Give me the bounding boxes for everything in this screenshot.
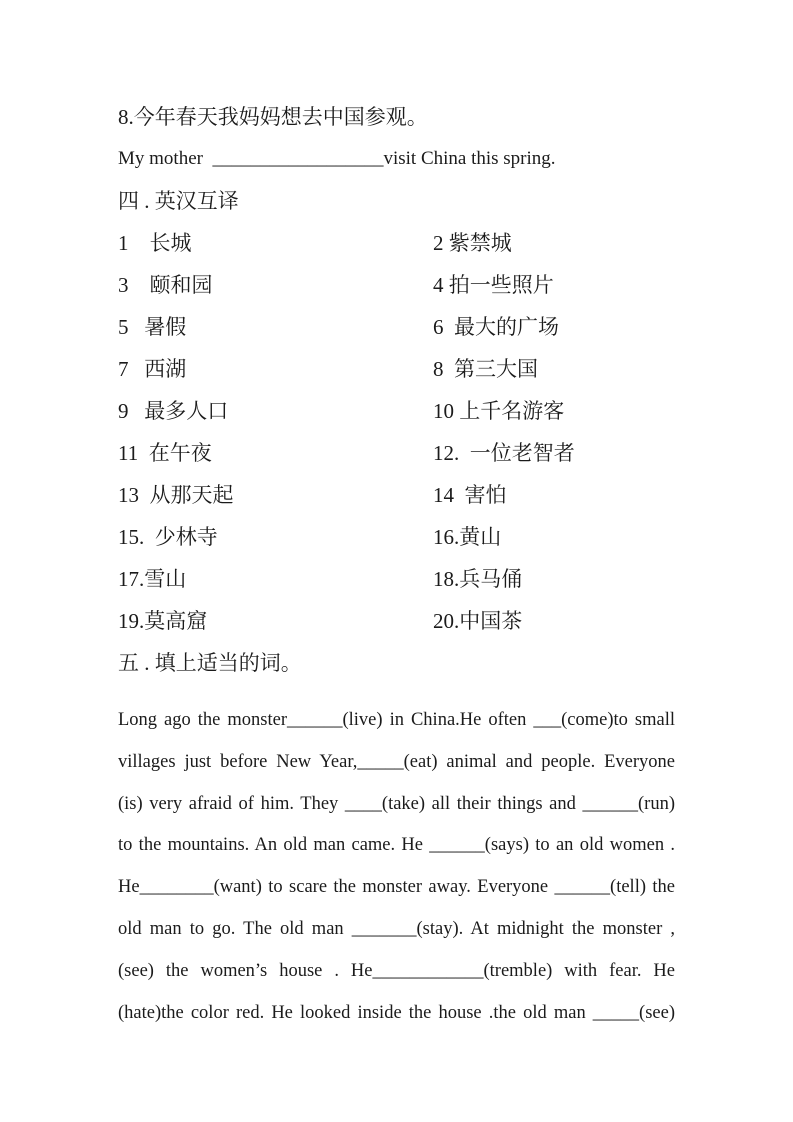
translation-item: 19.莫高窟 bbox=[118, 609, 208, 633]
translation-row bbox=[118, 264, 675, 306]
translation-item: 6 最大的广场 bbox=[433, 315, 559, 339]
translation-item: 12. 一位老智者 bbox=[433, 441, 575, 465]
translation-item: 20.中国茶 bbox=[433, 609, 523, 633]
cloze-line: He________(want) to scare the monster away. Everyone ______(tell) the bbox=[118, 877, 675, 898]
translation-row bbox=[118, 474, 675, 516]
cloze-line: Long ago the monster______(live) in China.He often ___(come)to small bbox=[118, 710, 675, 730]
translation-item: 17.雪山 bbox=[118, 567, 187, 591]
translation-item: 15. 少林寺 bbox=[118, 525, 218, 549]
cloze-paragraph bbox=[118, 700, 675, 1034]
translation-item: 16.黄山 bbox=[433, 525, 502, 549]
translation-item: 5 暑假 bbox=[118, 315, 187, 339]
translation-item: 1 长城 bbox=[118, 231, 192, 255]
translation-row bbox=[118, 348, 675, 390]
question-8-english-blank: My mother __________________visit China this spring. bbox=[118, 148, 556, 169]
question-8-chinese: 8.今年春天我妈妈想去中国参观。 bbox=[118, 105, 428, 129]
translation-item: 10 上千名游客 bbox=[433, 399, 565, 423]
translation-item: 13 从那天起 bbox=[118, 483, 234, 507]
translation-item: 8 第三大国 bbox=[433, 357, 538, 381]
translation-item: 2 紫禁城 bbox=[433, 231, 512, 255]
translation-row bbox=[118, 222, 675, 264]
cloze-line: (hate)the color red. He looked inside the house .the old man _____(see) bbox=[118, 1002, 675, 1023]
translation-item: 14 害怕 bbox=[433, 483, 507, 507]
translation-item: 4 拍一些照片 bbox=[433, 273, 554, 297]
translation-item: 11 在午夜 bbox=[118, 441, 212, 465]
translation-item: 18.兵马俑 bbox=[433, 567, 523, 591]
cloze-line: to the mountains. An old man came. He ______(says) to an old women . bbox=[118, 835, 675, 856]
translation-row bbox=[118, 306, 675, 348]
cloze-line: (see) the women’s house . He____________(tremble) with fear. He bbox=[118, 960, 675, 981]
translation-row bbox=[118, 600, 675, 642]
translation-row bbox=[118, 432, 675, 474]
translation-item: 7 西湖 bbox=[118, 357, 187, 381]
cloze-line: old man to go. The old man _______(stay). At midnight the monster , bbox=[118, 918, 675, 939]
translation-row bbox=[118, 558, 675, 600]
translation-list bbox=[118, 222, 675, 642]
cloze-line: (is) very afraid of him. They ____(take) all their things and ______(run) bbox=[118, 793, 675, 814]
cloze-line: villages just before New Year,_____(eat) animal and people. Everyone bbox=[118, 751, 675, 772]
translation-item: 3 颐和园 bbox=[118, 273, 213, 297]
section-four-title: 四 . 英汉互译 bbox=[118, 189, 239, 213]
translation-row bbox=[118, 516, 675, 558]
translation-item: 9 最多人口 bbox=[118, 399, 229, 423]
section-five-title: 五 . 填上适当的词。 bbox=[118, 651, 302, 675]
translation-row bbox=[118, 390, 675, 432]
